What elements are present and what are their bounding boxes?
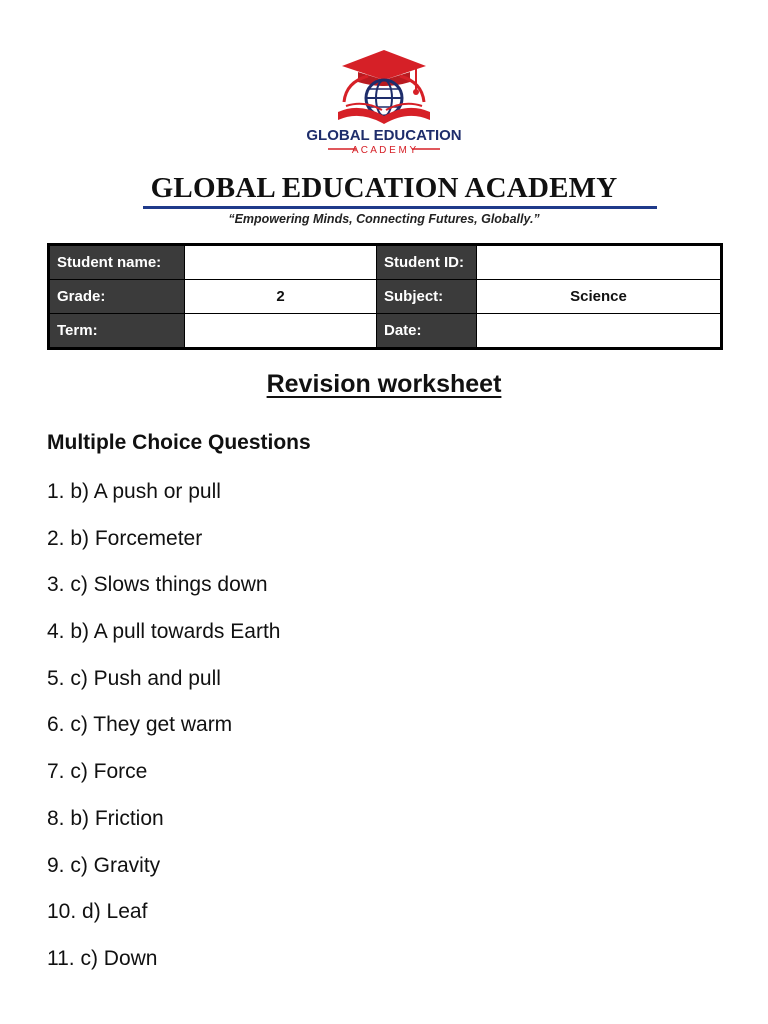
list-item: 3. c) Slows things down <box>47 573 268 597</box>
term-label: Term: <box>49 314 185 349</box>
table-row <box>49 245 722 280</box>
worksheet-title: Revision worksheet <box>266 370 502 398</box>
list-item: 8. b) Friction <box>47 806 164 830</box>
list-item: 11. c) Down <box>47 946 158 970</box>
list-item: 4. b) A pull towards Earth <box>47 620 281 644</box>
title-underline <box>143 206 657 209</box>
subject-value[interactable]: Science <box>477 280 722 314</box>
tagline: “Empowering Minds, Connecting Futures, Globally.” <box>228 212 540 226</box>
list-item: 5. c) Push and pull <box>47 666 221 690</box>
list-item: 10. d) Leaf <box>47 900 148 924</box>
subject-label: Subject: <box>377 280 477 314</box>
academy-logo <box>298 46 470 156</box>
grade-value[interactable]: 2 <box>185 280 377 314</box>
student-name-label: Student name: <box>49 245 185 280</box>
list-item: 6. c) They get warm <box>47 713 233 737</box>
student-name-field[interactable] <box>185 245 377 280</box>
student-info-table <box>47 243 723 350</box>
grade-label: Grade: <box>49 280 185 314</box>
page-title: GLOBAL EDUCATION ACADEMY <box>150 172 618 204</box>
list-item: 1. b) A push or pull <box>47 480 221 503</box>
section-heading: Multiple Choice Questions <box>47 431 311 454</box>
student-id-label: Student ID: <box>377 245 477 280</box>
logo-sub: A C A D E M Y <box>351 145 417 156</box>
date-label: Date: <box>377 314 477 349</box>
date-field[interactable] <box>477 314 722 349</box>
table-row <box>49 280 722 314</box>
logo-name: GLOBAL EDUCATION <box>306 127 462 144</box>
table-row <box>49 314 722 349</box>
list-item: 2. b) Forcemeter <box>47 526 203 550</box>
term-field[interactable] <box>185 314 377 349</box>
graduation-cap-icon <box>342 50 426 80</box>
answer-list <box>47 476 280 990</box>
list-item: 9. c) Gravity <box>47 853 161 877</box>
list-item: 7. c) Force <box>47 760 148 784</box>
student-id-field[interactable] <box>477 245 722 280</box>
